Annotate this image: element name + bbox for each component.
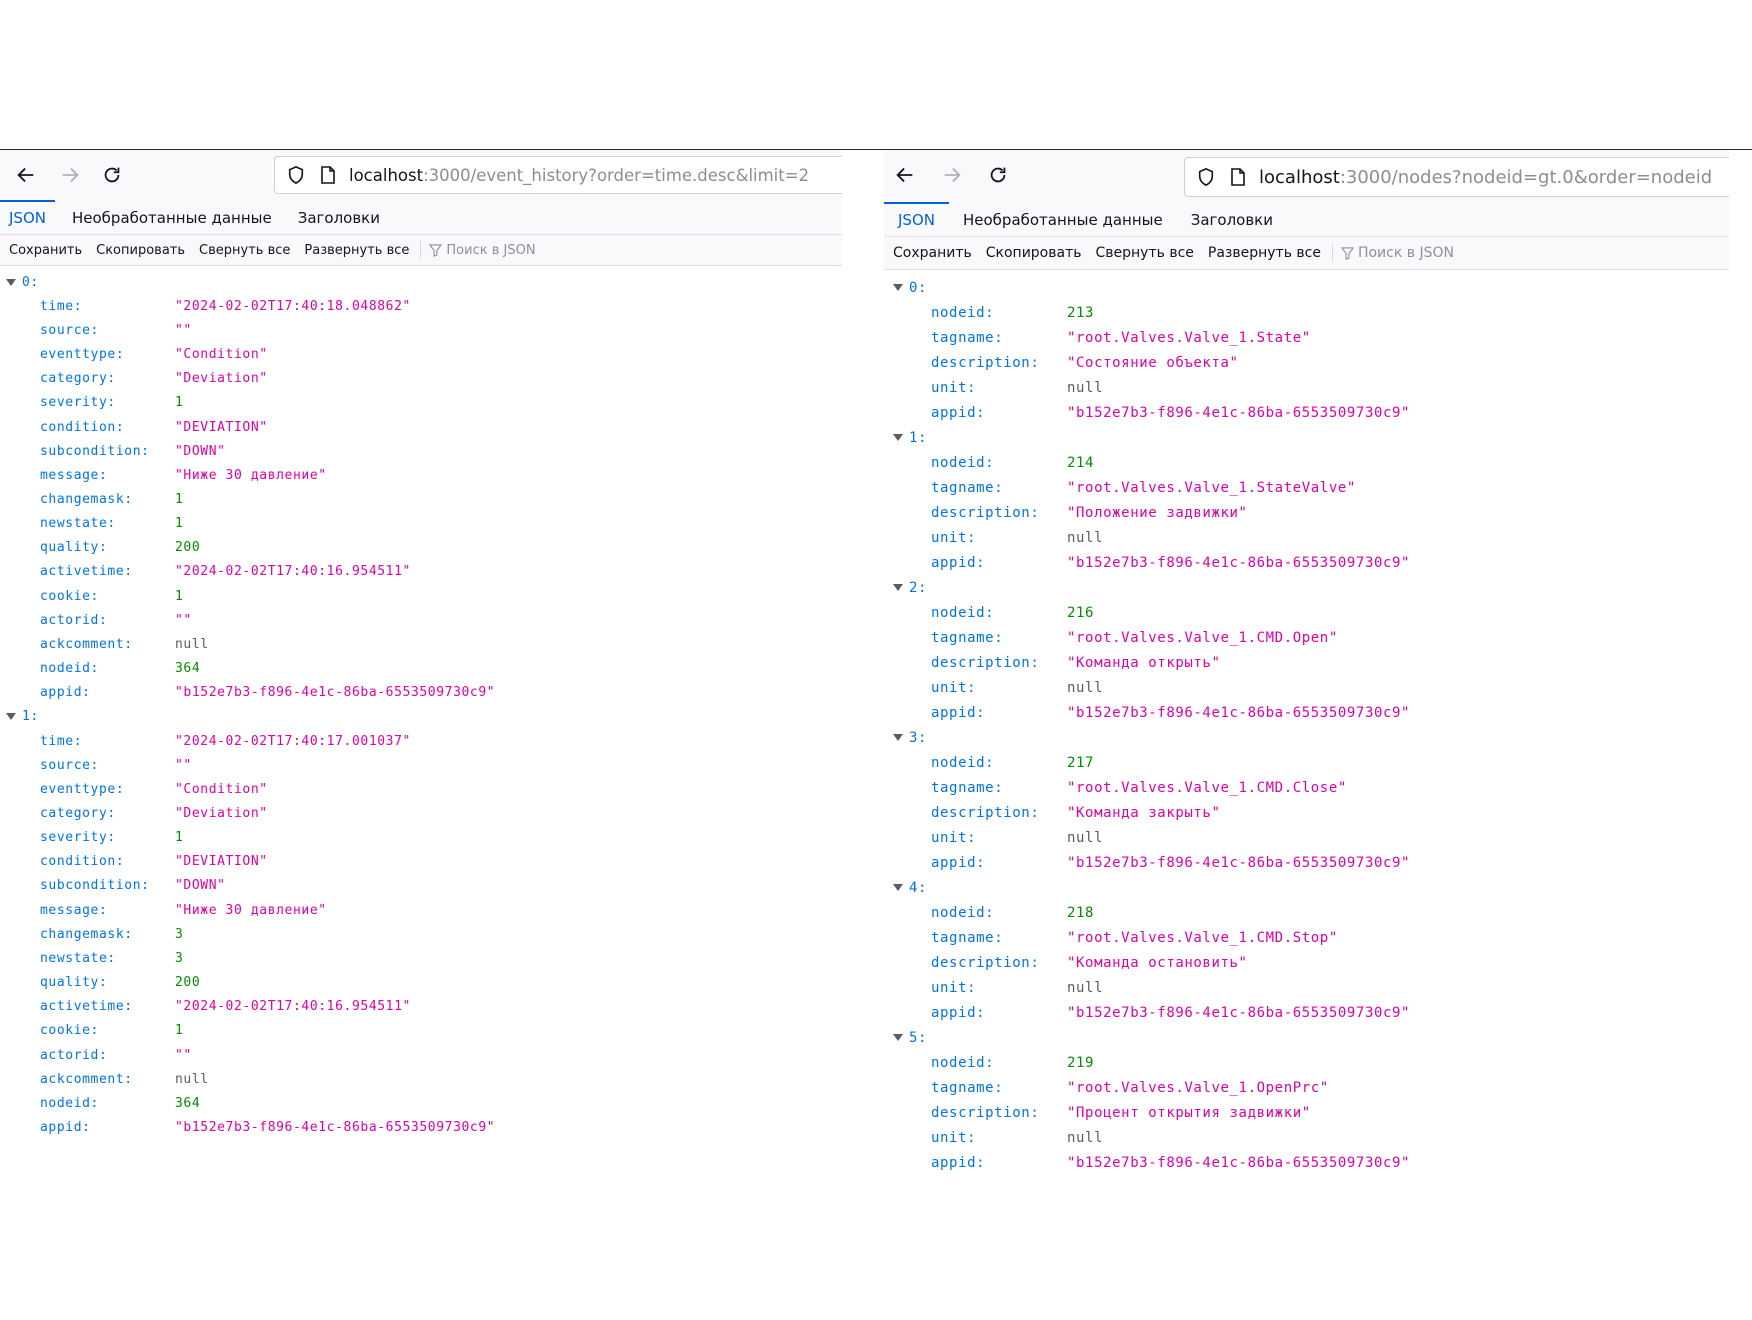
json-value: null xyxy=(1067,979,1104,996)
expand-toggle-icon[interactable] xyxy=(893,434,903,441)
json-value: "DEVIATION" xyxy=(175,854,268,870)
object-row[interactable] xyxy=(0,270,842,294)
arrow-left-icon xyxy=(894,164,916,186)
arrow-right-icon xyxy=(59,164,81,186)
json-key: tagname: xyxy=(931,629,1004,646)
save-button[interactable]: Сохранить xyxy=(9,242,83,258)
json-value: "2024-02-02T17:40:16.954511" xyxy=(175,999,411,1015)
json-field-row[interactable] xyxy=(0,850,842,874)
json-key: tagname: xyxy=(931,779,1004,796)
forward-button[interactable] xyxy=(938,162,966,188)
json-key: changemask: xyxy=(40,926,133,942)
json-value: 1 xyxy=(175,588,184,604)
tab-json[interactable]: JSON xyxy=(884,204,949,236)
tab-json[interactable]: JSON xyxy=(0,202,55,234)
json-value: "b152e7b3-f896-4e1c-86ba-6553509730c9" xyxy=(1067,1154,1411,1170)
json-field-row[interactable] xyxy=(884,850,1729,875)
json-key: message: xyxy=(40,902,108,918)
json-field-row[interactable] xyxy=(0,681,842,705)
json-value: 219 xyxy=(1067,1054,1095,1071)
object-row[interactable] xyxy=(884,275,1729,300)
json-field-row[interactable] xyxy=(0,294,842,318)
json-key: newstate: xyxy=(40,516,116,532)
save-button[interactable]: Сохранить xyxy=(893,245,972,261)
json-value: 217 xyxy=(1067,754,1095,771)
json-field-row[interactable] xyxy=(0,995,842,1019)
tab-raw-data[interactable]: Необработанные данные xyxy=(71,209,272,227)
json-field-row[interactable] xyxy=(884,750,1729,775)
object-index: 0: xyxy=(909,279,928,296)
filter-json-input[interactable] xyxy=(1337,245,1454,261)
json-value: 200 xyxy=(175,975,201,991)
json-value: null xyxy=(175,1071,209,1087)
json-value: "Положение задвижки" xyxy=(1067,504,1248,521)
json-field-row[interactable] xyxy=(0,946,842,970)
json-field-row[interactable] xyxy=(0,1091,842,1115)
json-field-row[interactable] xyxy=(0,657,842,681)
navigation-bar xyxy=(0,150,842,200)
toolbar-separator xyxy=(420,241,421,259)
copy-button[interactable]: Скопировать xyxy=(96,242,186,258)
json-field-row[interactable] xyxy=(0,1115,842,1139)
url-text xyxy=(1259,167,1712,188)
json-field-row[interactable] xyxy=(884,525,1729,550)
json-key: category: xyxy=(40,371,116,387)
object-index: 4: xyxy=(909,879,928,896)
json-key: nodeid: xyxy=(931,754,995,771)
viewer-tabs xyxy=(0,200,842,235)
json-field-row[interactable] xyxy=(884,600,1729,625)
json-field-row[interactable] xyxy=(884,650,1729,675)
json-key: description: xyxy=(931,954,1040,971)
json-key: description: xyxy=(931,1104,1040,1121)
json-field-row[interactable] xyxy=(884,625,1729,650)
tab-headers[interactable]: Заголовки xyxy=(297,209,380,227)
json-value: "root.Valves.Valve_1.OpenPrc" xyxy=(1067,1079,1329,1096)
json-field-row[interactable] xyxy=(884,1125,1729,1150)
back-button[interactable] xyxy=(891,162,919,188)
json-value: 218 xyxy=(1067,904,1095,921)
reload-button[interactable] xyxy=(98,162,126,188)
json-field-row[interactable] xyxy=(884,400,1729,425)
expand-toggle-icon[interactable] xyxy=(893,734,903,741)
json-key: appid: xyxy=(931,1004,986,1021)
json-field-row[interactable] xyxy=(0,608,842,632)
json-field-row[interactable] xyxy=(0,922,842,946)
json-field-row[interactable] xyxy=(0,367,842,391)
json-value: 213 xyxy=(1067,304,1095,321)
url-path: :3000/event_history?order=time.desc&limit=2 xyxy=(423,165,810,185)
expand-toggle-icon[interactable] xyxy=(893,884,903,891)
json-value: "DEVIATION" xyxy=(175,419,268,435)
json-value: "b152e7b3-f896-4e1c-86ba-6553509730c9" xyxy=(1067,854,1411,871)
object-row[interactable] xyxy=(884,425,1729,450)
json-field-row[interactable] xyxy=(0,1043,842,1067)
url-host: localhost xyxy=(1259,166,1340,188)
json-field-row[interactable] xyxy=(0,391,842,415)
json-key: nodeid: xyxy=(931,454,995,471)
shield-icon[interactable] xyxy=(1195,166,1217,188)
json-key: nodeid: xyxy=(931,304,995,321)
json-value: "Deviation" xyxy=(175,371,268,387)
toolbar-separator xyxy=(1332,244,1333,262)
json-key: unit: xyxy=(931,529,977,546)
json-value: null xyxy=(1067,679,1104,696)
object-index: 3: xyxy=(909,729,928,746)
json-value: "DOWN" xyxy=(175,878,226,894)
json-field-row[interactable] xyxy=(0,801,842,825)
json-key: source: xyxy=(40,322,99,338)
json-key: subcondition: xyxy=(40,878,150,894)
json-field-row[interactable] xyxy=(0,487,842,511)
url-path: :3000/nodes?nodeid=gt.0&order=nodeid xyxy=(1339,166,1713,188)
json-value: "b152e7b3-f896-4e1c-86ba-6553509730c9" xyxy=(1067,554,1411,571)
json-value: 364 xyxy=(175,1095,201,1111)
viewer-tabs xyxy=(884,202,1729,237)
json-field-row[interactable] xyxy=(884,1000,1729,1025)
expand-toggle-icon[interactable] xyxy=(893,284,903,291)
left-browser-window xyxy=(0,150,842,1170)
json-key: eventtype: xyxy=(40,781,125,797)
json-value: 1 xyxy=(175,395,184,411)
json-field-row[interactable] xyxy=(0,632,842,656)
json-field-row[interactable] xyxy=(0,584,842,608)
json-field-row[interactable] xyxy=(0,826,842,850)
json-field-row[interactable] xyxy=(884,675,1729,700)
collapse-all-button[interactable]: Свернуть все xyxy=(1095,245,1194,261)
json-field-row[interactable] xyxy=(884,1050,1729,1075)
json-field-row[interactable] xyxy=(884,825,1729,850)
json-value: 364 xyxy=(175,661,201,677)
filter-icon xyxy=(429,244,442,257)
object-index: 1: xyxy=(22,709,39,725)
object-row[interactable] xyxy=(884,875,1729,900)
json-value: null xyxy=(1067,1129,1104,1146)
object-index: 5: xyxy=(909,1029,928,1046)
url-text xyxy=(349,166,809,185)
json-value: "2024-02-02T17:40:17.001037" xyxy=(175,733,411,749)
expand-all-button[interactable]: Развернуть все xyxy=(304,242,410,258)
json-value: 3 xyxy=(175,950,184,966)
json-value: null xyxy=(1067,529,1104,546)
filter-icon xyxy=(1341,247,1354,260)
json-key: appid: xyxy=(931,1154,986,1170)
json-key: tagname: xyxy=(931,929,1004,946)
json-value: "b152e7b3-f896-4e1c-86ba-6553509730c9" xyxy=(175,1120,496,1136)
json-key: nodeid: xyxy=(931,604,995,621)
json-field-row[interactable] xyxy=(0,971,842,995)
json-value: "b152e7b3-f896-4e1c-86ba-6553509730c9" xyxy=(1067,404,1411,421)
json-field-row[interactable] xyxy=(0,777,842,801)
shield-icon[interactable] xyxy=(285,164,307,186)
json-key: nodeid: xyxy=(931,904,995,921)
json-field-row[interactable] xyxy=(884,350,1729,375)
reload-icon xyxy=(101,164,123,186)
json-field-row[interactable] xyxy=(0,536,842,560)
json-key: tagname: xyxy=(931,329,1004,346)
json-key: subcondition: xyxy=(40,443,150,459)
arrow-right-icon xyxy=(941,164,963,186)
page-icon xyxy=(1227,166,1249,188)
json-key: time: xyxy=(40,733,83,749)
json-field-row[interactable] xyxy=(0,463,842,487)
json-toolbar xyxy=(884,237,1729,270)
json-field-row[interactable] xyxy=(0,729,842,753)
json-value: 200 xyxy=(175,540,201,556)
json-value: "Deviation" xyxy=(175,806,268,822)
json-value: "DOWN" xyxy=(175,443,226,459)
json-value: "root.Valves.Valve_1.State" xyxy=(1067,329,1311,346)
json-field-row[interactable] xyxy=(884,475,1729,500)
expand-toggle-icon[interactable] xyxy=(893,1034,903,1041)
json-value: "Состояние объекта" xyxy=(1067,354,1239,371)
object-row[interactable] xyxy=(0,705,842,729)
json-field-row[interactable] xyxy=(884,375,1729,400)
json-key: condition: xyxy=(40,419,125,435)
json-key: nodeid: xyxy=(40,661,99,677)
json-key: nodeid: xyxy=(931,1054,995,1071)
json-field-row[interactable] xyxy=(884,450,1729,475)
url-bar[interactable] xyxy=(1184,157,1729,197)
page-icon xyxy=(317,164,339,186)
json-field-row[interactable] xyxy=(884,500,1729,525)
json-value: "" xyxy=(175,322,192,338)
expand-all-button[interactable]: Развернуть все xyxy=(1207,245,1321,261)
json-key: ackcomment: xyxy=(40,1071,133,1087)
url-bar[interactable] xyxy=(274,156,842,194)
json-value: 1 xyxy=(175,516,184,532)
object-row[interactable] xyxy=(884,1025,1729,1050)
filter-placeholder: Поиск в JSON xyxy=(446,242,536,258)
json-value: "Condition" xyxy=(175,781,268,797)
json-field-row[interactable] xyxy=(0,1019,842,1043)
json-field-row[interactable] xyxy=(884,1075,1729,1100)
object-index: 1: xyxy=(909,429,928,446)
right-browser-window xyxy=(884,150,1729,1170)
json-value: "root.Valves.Valve_1.CMD.Open" xyxy=(1067,629,1338,646)
json-field-row[interactable] xyxy=(0,898,842,922)
json-key: appid: xyxy=(931,554,986,571)
json-key: tagname: xyxy=(931,1079,1004,1096)
json-key: tagname: xyxy=(931,479,1004,496)
json-key: newstate: xyxy=(40,950,116,966)
copy-button[interactable]: Скопировать xyxy=(985,245,1082,261)
json-value: 214 xyxy=(1067,454,1095,471)
json-key: unit: xyxy=(931,379,977,396)
json-value: "2024-02-02T17:40:18.048862" xyxy=(175,298,411,314)
json-value: 1 xyxy=(175,491,184,507)
json-field-row[interactable] xyxy=(884,325,1729,350)
json-field-row[interactable] xyxy=(0,560,842,584)
json-field-row[interactable] xyxy=(884,1150,1729,1170)
json-key: description: xyxy=(931,804,1040,821)
json-value: 216 xyxy=(1067,604,1095,621)
json-key: actorid: xyxy=(40,1047,108,1063)
json-value: "root.Valves.Valve_1.StateValve" xyxy=(1067,479,1356,496)
json-key: cookie: xyxy=(40,588,99,604)
json-field-row[interactable] xyxy=(884,775,1729,800)
reload-button[interactable] xyxy=(984,162,1012,188)
json-key: nodeid: xyxy=(40,1095,99,1111)
expand-toggle-icon[interactable] xyxy=(6,279,16,286)
json-field-row[interactable] xyxy=(0,342,842,366)
json-key: activetime: xyxy=(40,564,133,580)
json-key: activetime: xyxy=(40,999,133,1015)
json-value: "b152e7b3-f896-4e1c-86ba-6553509730c9" xyxy=(1067,704,1411,721)
json-field-row[interactable] xyxy=(884,800,1729,825)
json-key: unit: xyxy=(931,829,977,846)
json-value: "root.Valves.Valve_1.CMD.Close" xyxy=(1067,779,1347,796)
json-key: description: xyxy=(931,504,1040,521)
json-key: condition: xyxy=(40,854,125,870)
json-tree xyxy=(0,266,842,1140)
json-key: appid: xyxy=(40,1120,91,1136)
json-field-row[interactable] xyxy=(0,753,842,777)
json-value: "b152e7b3-f896-4e1c-86ba-6553509730c9" xyxy=(175,685,496,701)
json-value: "root.Valves.Valve_1.CMD.Stop" xyxy=(1067,929,1338,946)
filter-json-input[interactable] xyxy=(425,243,535,258)
json-key: ackcomment: xyxy=(40,636,133,652)
arrow-left-icon xyxy=(15,164,37,186)
json-toolbar xyxy=(0,235,842,266)
navigation-bar xyxy=(884,150,1729,202)
json-value: "" xyxy=(175,1047,192,1063)
json-key: cookie: xyxy=(40,1023,99,1039)
reload-icon xyxy=(987,164,1009,186)
json-value: "" xyxy=(175,612,192,628)
json-field-row[interactable] xyxy=(884,700,1729,725)
filter-placeholder: Поиск в JSON xyxy=(1357,245,1454,261)
tab-headers[interactable]: Заголовки xyxy=(1190,211,1273,229)
json-field-row[interactable] xyxy=(0,439,842,463)
json-value: null xyxy=(1067,379,1104,396)
object-index: 2: xyxy=(909,579,928,596)
json-key: quality: xyxy=(40,540,108,556)
json-field-row[interactable] xyxy=(884,1100,1729,1125)
json-key: unit: xyxy=(931,679,977,696)
json-key: quality: xyxy=(40,975,108,991)
json-value: "Команда остановить" xyxy=(1067,954,1248,971)
json-tree xyxy=(884,270,1729,1170)
json-value: "Condition" xyxy=(175,347,268,363)
forward-button[interactable] xyxy=(56,162,84,188)
json-key: changemask: xyxy=(40,491,133,507)
url-host: localhost xyxy=(349,165,424,185)
json-field-row[interactable] xyxy=(0,874,842,898)
json-value: "" xyxy=(175,757,192,773)
json-key: severity: xyxy=(40,830,116,846)
json-value: null xyxy=(1067,829,1104,846)
json-key: appid: xyxy=(40,685,91,701)
json-field-row[interactable] xyxy=(884,900,1729,925)
json-value: "Процент открытия задвижки" xyxy=(1067,1104,1311,1121)
json-key: message: xyxy=(40,467,108,483)
json-key: category: xyxy=(40,806,116,822)
object-index: 0: xyxy=(22,274,39,290)
json-key: unit: xyxy=(931,1129,977,1146)
json-key: appid: xyxy=(931,704,986,721)
json-field-row[interactable] xyxy=(884,925,1729,950)
expand-toggle-icon[interactable] xyxy=(6,713,16,720)
json-key: actorid: xyxy=(40,612,108,628)
json-key: severity: xyxy=(40,395,116,411)
json-value: 1 xyxy=(175,830,184,846)
json-field-row[interactable] xyxy=(0,1067,842,1091)
json-key: appid: xyxy=(931,854,986,871)
json-key: description: xyxy=(931,354,1040,371)
json-value: "b152e7b3-f896-4e1c-86ba-6553509730c9" xyxy=(1067,1004,1411,1021)
json-value: 3 xyxy=(175,926,184,942)
expand-toggle-icon[interactable] xyxy=(893,584,903,591)
json-field-row[interactable] xyxy=(0,512,842,536)
json-field-row[interactable] xyxy=(884,300,1729,325)
json-key: appid: xyxy=(931,404,986,421)
json-field-row[interactable] xyxy=(0,415,842,439)
json-field-row[interactable] xyxy=(884,950,1729,975)
json-key: unit: xyxy=(931,979,977,996)
json-key: source: xyxy=(40,757,99,773)
json-field-row[interactable] xyxy=(884,975,1729,1000)
json-value: null xyxy=(175,636,209,652)
json-key: time: xyxy=(40,298,83,314)
collapse-all-button[interactable]: Свернуть все xyxy=(199,242,291,258)
json-value: "Ниже 30 давление" xyxy=(175,902,327,918)
json-value: "Команда открыть" xyxy=(1067,654,1221,671)
json-value: 1 xyxy=(175,1023,184,1039)
tab-raw-data[interactable]: Необработанные данные xyxy=(962,211,1163,229)
json-field-row[interactable] xyxy=(0,318,842,342)
json-key: eventtype: xyxy=(40,347,125,363)
json-key: description: xyxy=(931,654,1040,671)
json-value: "Команда закрыть" xyxy=(1067,804,1221,821)
object-row[interactable] xyxy=(884,725,1729,750)
json-field-row[interactable] xyxy=(884,550,1729,575)
json-value: "Ниже 30 давление" xyxy=(175,467,327,483)
back-button[interactable] xyxy=(12,162,40,188)
object-row[interactable] xyxy=(884,575,1729,600)
json-value: "2024-02-02T17:40:16.954511" xyxy=(175,564,411,580)
